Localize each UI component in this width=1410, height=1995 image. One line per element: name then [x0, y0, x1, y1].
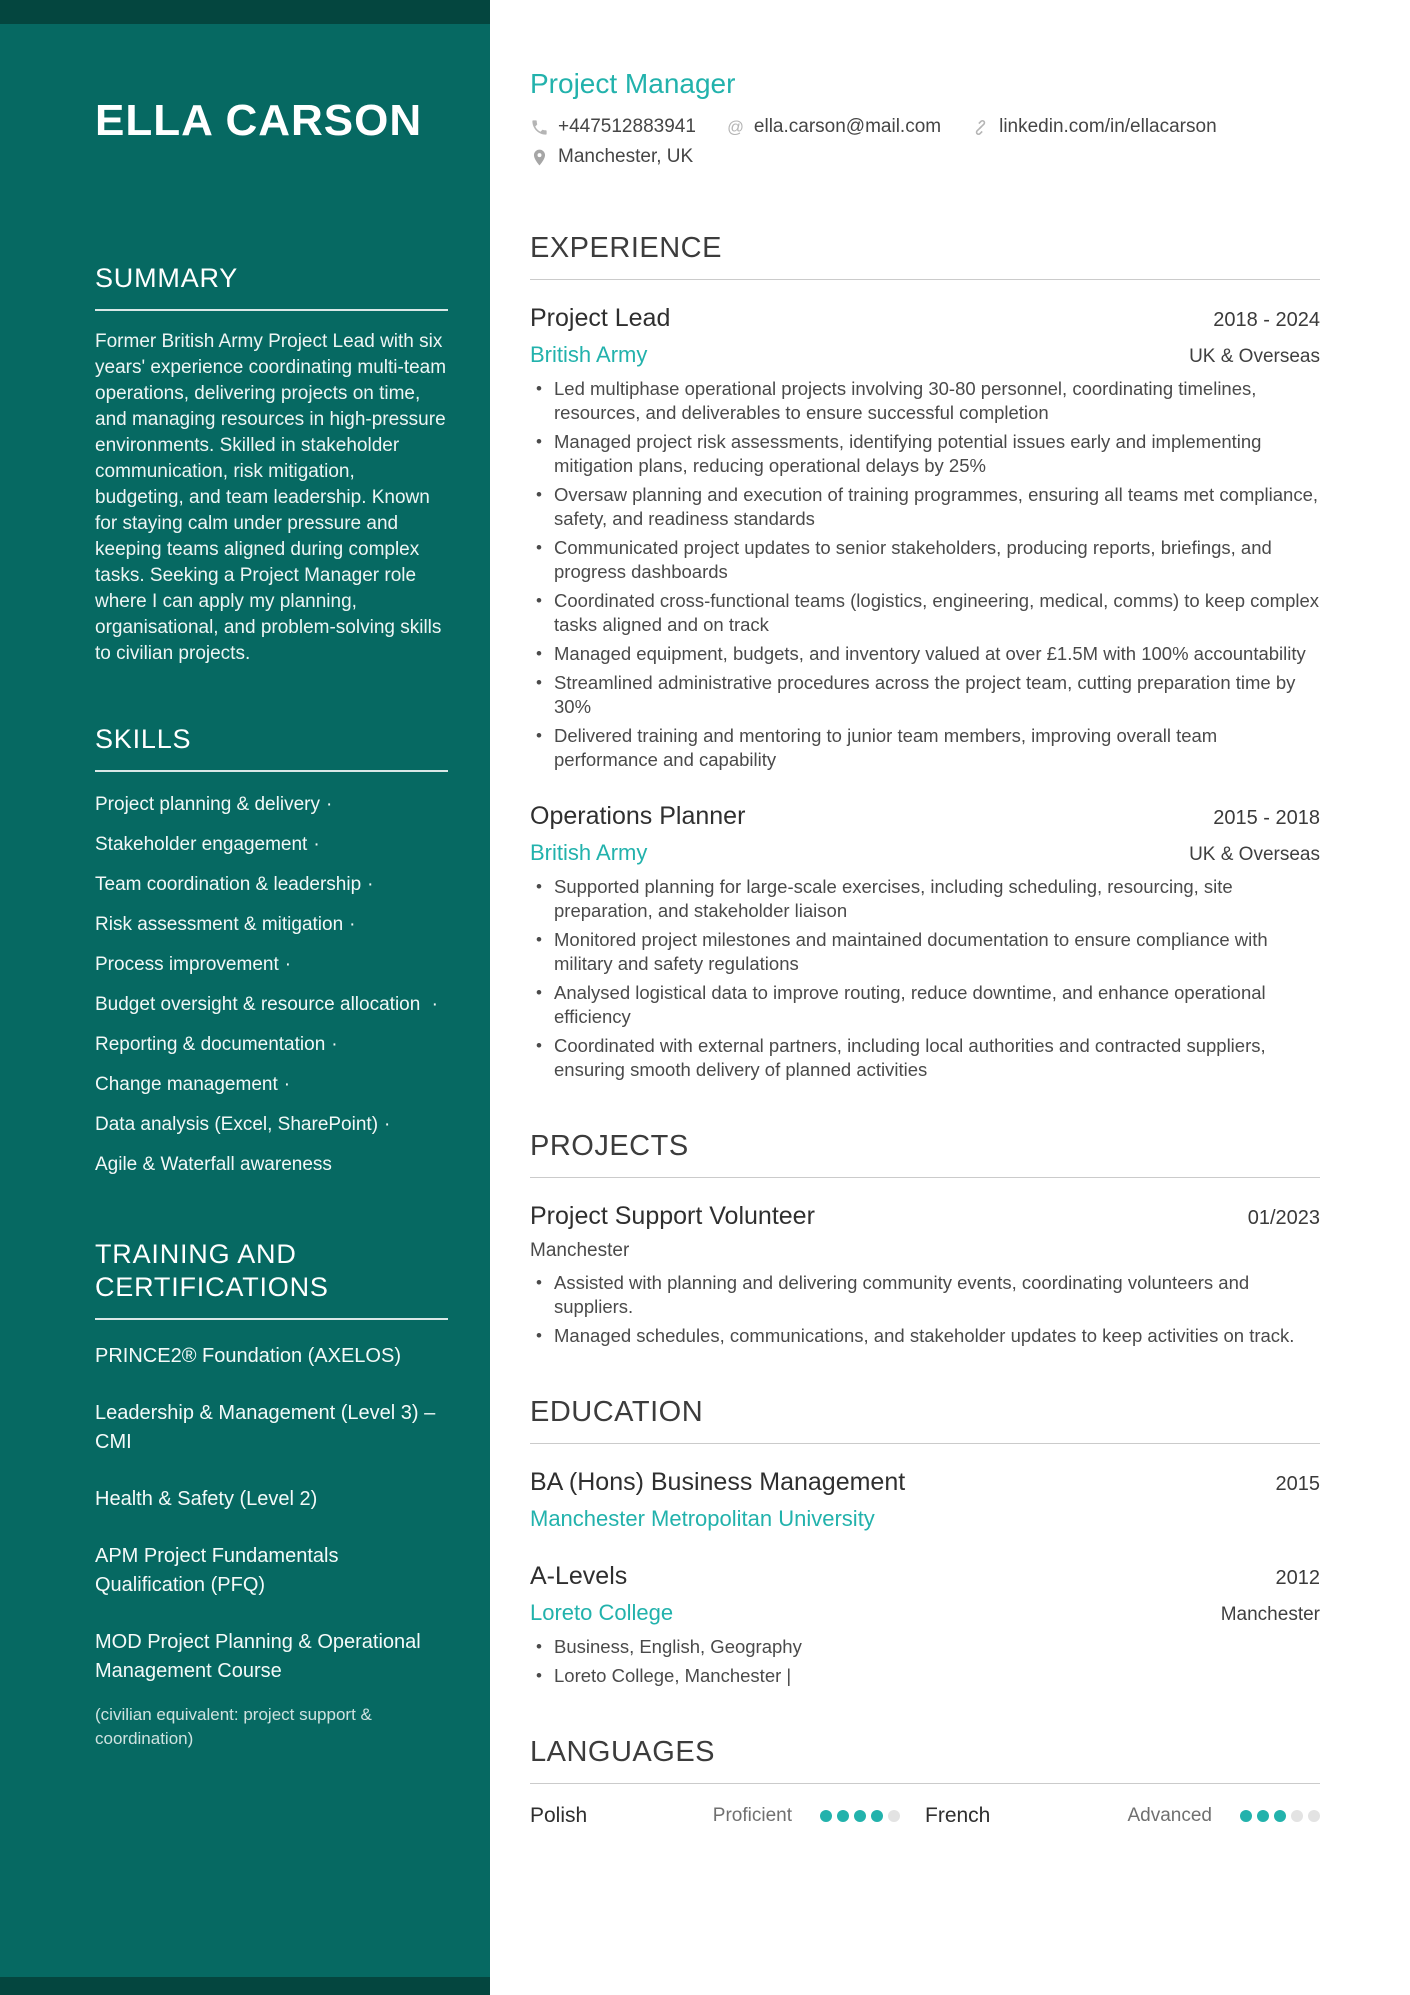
skill-item — [95, 1112, 448, 1138]
skill-label: Team coordination & leadership — [95, 874, 362, 896]
skill-item — [95, 872, 448, 898]
bullet-item: • Analysed logistical data to improve routing, reduce downtime, and enhance operational efficiency — [530, 981, 1320, 1029]
entry-company: Loreto College — [530, 1600, 674, 1625]
certification-item: PRINCE2® Foundation (AXELOS) — [95, 1344, 401, 1367]
skill-item — [95, 792, 448, 818]
training-heading: TRAINING AND CERTIFICATIONS — [95, 1238, 448, 1320]
skill-separator-dot: · — [384, 1114, 391, 1136]
entry-title: Operations Planner — [530, 802, 746, 830]
contact-text: linkedin.com/in/ellacarson — [999, 116, 1217, 137]
entry-bullets — [530, 1271, 1320, 1348]
language-dots — [1240, 1810, 1320, 1822]
bullet-item: • Delivered training and mentoring to junior team members, improving overall team performance and capability — [530, 724, 1320, 772]
summary-text: Former British Army Project Lead with six years' experience coordinating multi-team operations, delivering projects on time, and managing resources in high-pressure environments. Skilled in stakeholder communication, risk mitigation, budgeting, and team leadership. Known for staying calm under pressure and keeping teams aligned during complex tasks. Seeking a Project Manager role where I can apply my planning, organisational, and problem-solving skills to civilian projects. — [95, 331, 447, 665]
candidate-name: ELLA CARSON — [95, 96, 423, 145]
contact-item — [530, 116, 696, 138]
skill-item — [95, 832, 448, 858]
training-section — [95, 1238, 448, 1751]
entry-subheader — [530, 840, 1320, 866]
bullet-item: • Supported planning for large-scale exercises, including scheduling, resourcing, site preparation, and stakeholder liaison — [530, 875, 1320, 923]
skill-separator-dot: · — [331, 1034, 338, 1056]
bullet-item: • Coordinated with external partners, including local authorities and contracted suppliers, ensuring smooth delivery of planned activities — [530, 1034, 1320, 1082]
proficiency-dot-filled — [1240, 1810, 1252, 1822]
skill-label: Project planning & delivery — [95, 794, 320, 816]
experience-entries — [530, 304, 1320, 1082]
proficiency-dot-empty — [1308, 1810, 1320, 1822]
certifications-list — [95, 1342, 448, 1686]
bullet-item: • Assisted with planning and delivering community events, coordinating volunteers and suppliers. — [530, 1271, 1320, 1319]
entry-header — [530, 802, 1320, 831]
entry-date: 2015 - 2018 — [1213, 807, 1320, 829]
skill-label: Reporting & documentation — [95, 1034, 326, 1056]
entry-location: UK & Overseas — [1189, 346, 1320, 367]
languages-heading: LANGUAGES — [530, 1736, 1320, 1784]
entry-date: 2015 — [1275, 1473, 1320, 1495]
entry-subheader — [530, 1506, 1320, 1532]
skill-label: Data analysis (Excel, SharePoint) — [95, 1114, 379, 1136]
entry-title: Project Lead — [530, 304, 671, 332]
entry-bullets — [530, 875, 1320, 1082]
skill-item — [95, 912, 448, 938]
entry-title: BA (Hons) Business Management — [530, 1468, 906, 1496]
bullet-item: • Loreto College, Manchester | — [530, 1664, 1320, 1688]
bullet-item: • Led multiphase operational projects involving 30-80 personnel, coordinating timelines, resources, and deliverables to ensure successful completion — [530, 377, 1320, 425]
proficiency-dot-filled — [820, 1810, 832, 1822]
entry-company: Manchester — [530, 1240, 630, 1261]
link-icon — [971, 118, 990, 137]
svg-text:@: @ — [726, 117, 744, 136]
entry-header — [530, 1562, 1320, 1591]
entry-subheader — [530, 342, 1320, 368]
entry-company: Manchester Metropolitan University — [530, 1506, 875, 1531]
entry-subheader — [530, 1240, 1320, 1262]
skill-separator-dot: · — [349, 914, 356, 936]
contact-text: ella.carson@mail.com — [753, 116, 942, 137]
skill-separator-dot: · — [325, 794, 333, 816]
proficiency-dot-filled — [837, 1810, 849, 1822]
resume-entry — [530, 802, 1320, 1082]
skills-heading: SKILLS — [95, 723, 448, 772]
skill-label: Process improvement — [95, 954, 279, 976]
bullet-item: • Oversaw planning and execution of training programmes, ensuring all teams met compliance, safety, and readiness standards — [530, 483, 1320, 531]
contact-row — [530, 116, 1320, 138]
skill-item — [95, 992, 448, 1018]
contact-item — [726, 116, 941, 138]
sidebar-top-accent-bar — [0, 0, 490, 24]
skill-item — [95, 952, 448, 978]
entry-header — [530, 304, 1320, 333]
projects-heading: PROJECTS — [530, 1130, 1320, 1178]
certification-item: Health & Safety (Level 2) — [95, 1487, 318, 1510]
certification-footnote: (civilian equivalent: project support & coordination) — [95, 1704, 372, 1748]
certification-item: Leadership & Management (Level 3) – CMI — [95, 1401, 436, 1453]
proficiency-dot-empty — [1291, 1810, 1303, 1822]
certification-item: APM Project Fundamentals Qualification (PFQ) — [95, 1544, 339, 1596]
entry-location: Manchester — [1220, 1604, 1320, 1625]
proficiency-dot-empty — [888, 1810, 900, 1822]
education-section — [530, 1396, 1320, 1688]
entry-date: 2018 - 2024 — [1213, 309, 1320, 331]
resume-entry — [530, 1202, 1320, 1348]
skill-item — [95, 1072, 448, 1098]
skills-section — [95, 723, 448, 1178]
languages-row — [530, 1804, 1320, 1828]
skill-label: Agile & Waterfall awareness — [95, 1154, 332, 1176]
entry-bullets — [530, 377, 1320, 772]
entry-company: British Army — [530, 840, 648, 865]
language-item — [925, 1804, 1320, 1828]
skill-label: Risk assessment & mitigation — [95, 914, 344, 936]
entry-subheader — [530, 1600, 1320, 1626]
bullet-item: • Managed project risk assessments, identifying potential issues early and implementing mitigation plans, reducing operational delays by 25% — [530, 430, 1320, 478]
entry-header — [530, 1202, 1320, 1231]
language-level: Proficient — [712, 1805, 792, 1826]
role-title: Project Manager — [530, 68, 736, 99]
languages-section — [530, 1736, 1320, 1828]
sidebar — [0, 0, 490, 1995]
skill-item — [95, 1152, 448, 1178]
resume-entry — [530, 1562, 1320, 1688]
entry-header — [530, 1468, 1320, 1497]
skill-separator-dot: · — [313, 834, 320, 856]
education-heading: EDUCATION — [530, 1396, 1320, 1444]
language-name: Polish — [530, 1804, 588, 1827]
skill-label: Stakeholder engagement — [95, 834, 308, 856]
projects-entries — [530, 1202, 1320, 1348]
summary-section — [95, 262, 448, 667]
proficiency-dot-filled — [871, 1810, 883, 1822]
entry-company: British Army — [530, 342, 648, 367]
contact-text: +447512883941 — [558, 116, 696, 137]
education-entries — [530, 1468, 1320, 1688]
proficiency-dot-filled — [1274, 1810, 1286, 1822]
entry-date: 2012 — [1275, 1567, 1320, 1589]
bullet-item: • Managed equipment, budgets, and inventory valued at over £1.5M with 100% accountability — [530, 642, 1320, 666]
resume-entry — [530, 1468, 1320, 1532]
contact-item — [971, 116, 1217, 138]
language-item — [530, 1804, 925, 1828]
contact-item — [530, 146, 693, 168]
main-column — [490, 0, 1410, 1995]
language-dots — [820, 1810, 900, 1822]
experience-section — [530, 232, 1320, 1082]
bullet-item: • Streamlined administrative procedures across the project team, cutting preparation time by 30% — [530, 671, 1320, 719]
projects-section — [530, 1130, 1320, 1348]
sidebar-bottom-accent-bar — [0, 1977, 490, 1995]
contact-block — [530, 116, 1320, 168]
skills-list — [95, 792, 448, 1178]
proficiency-dot-filled — [854, 1810, 866, 1822]
experience-heading: EXPERIENCE — [530, 232, 1320, 280]
entry-title: Project Support Volunteer — [530, 1202, 815, 1230]
skill-separator-dot: · — [284, 954, 292, 976]
entry-date: 01/2023 — [1247, 1207, 1320, 1229]
bullet-item: • Managed schedules, communications, and stakeholder updates to keep activities on track. — [530, 1324, 1320, 1348]
skill-label: Change management — [95, 1074, 278, 1096]
pin-icon — [530, 148, 549, 167]
resume-entry — [530, 304, 1320, 772]
language-level: Advanced — [1127, 1805, 1212, 1826]
entry-bullets — [530, 1635, 1320, 1688]
contact-row — [530, 146, 1320, 168]
bullet-item: • Coordinated cross-functional teams (logistics, engineering, medical, comms) to keep complex tasks aligned and on track — [530, 589, 1320, 637]
certification-item: MOD Project Planning & Operational Management Course — [95, 1630, 421, 1682]
bullet-item: • Monitored project milestones and maintained documentation to ensure compliance with military and safety regulations — [530, 928, 1320, 976]
contact-text: Manchester, UK — [558, 146, 694, 167]
proficiency-dot-filled — [1257, 1810, 1269, 1822]
language-name: French — [925, 1804, 991, 1827]
entry-location: UK & Overseas — [1189, 844, 1320, 865]
entry-title: A-Levels — [530, 1562, 628, 1590]
skill-separator-dot: · — [283, 1074, 291, 1096]
skill-item — [95, 1032, 448, 1058]
at-icon — [726, 118, 745, 137]
summary-heading: SUMMARY — [95, 262, 448, 311]
skill-separator-dot: · — [431, 994, 438, 1016]
skill-label: Budget oversight & resource allocation — [95, 994, 421, 1016]
bullet-item: • Business, English, Geography — [530, 1635, 1320, 1659]
phone-icon — [530, 118, 549, 137]
bullet-item: • Communicated project updates to senior stakeholders, producing reports, briefings, and progress dashboards — [530, 536, 1320, 584]
skill-separator-dot: · — [367, 874, 374, 896]
